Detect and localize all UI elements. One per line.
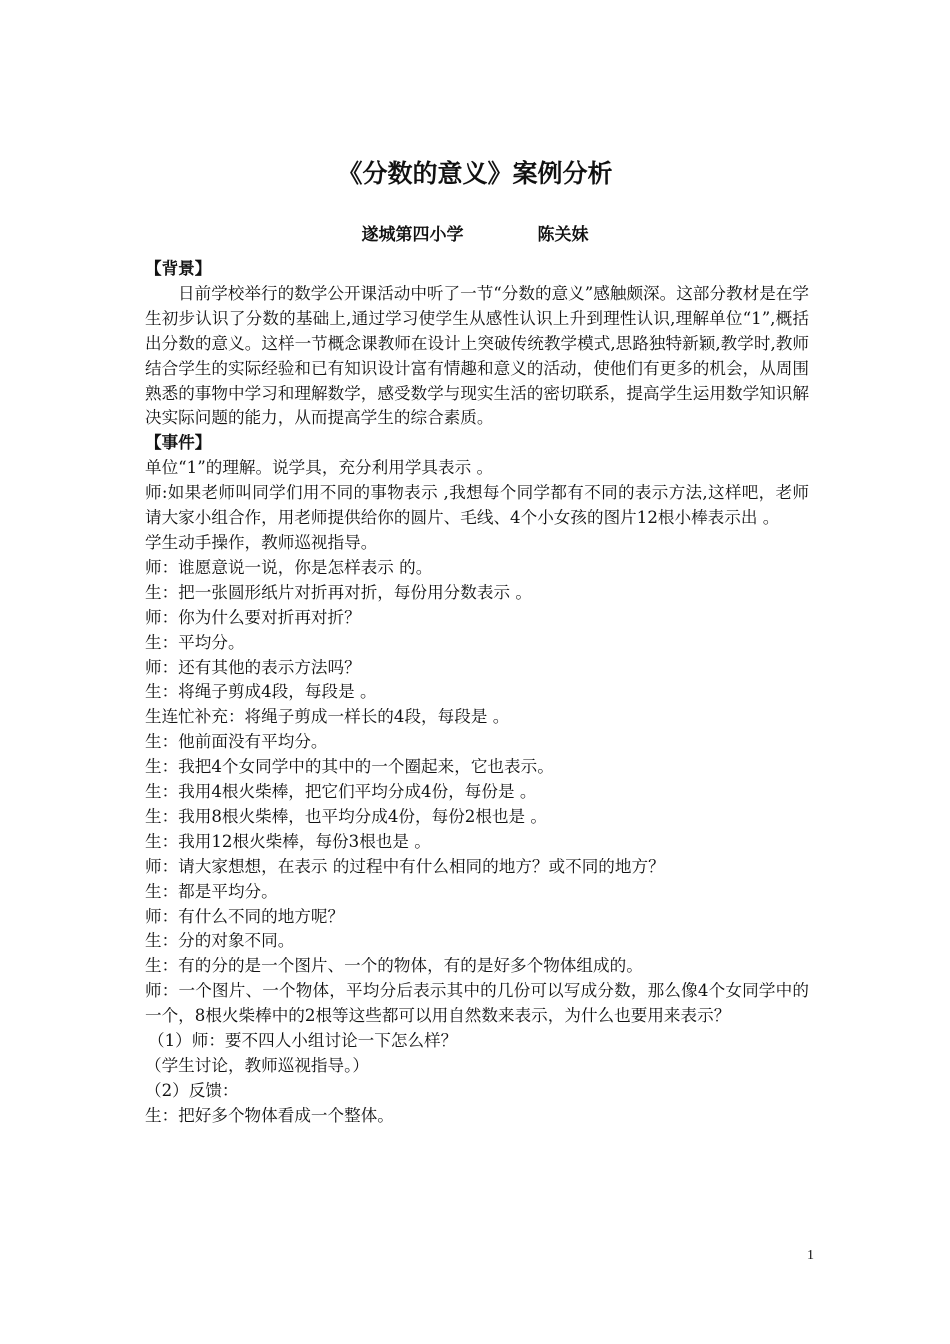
text-line: （2）反馈： — [145, 1080, 239, 1100]
text-line: 生：有的分的是一个图片、一个的物体，有的是好多个物体组成的。 — [145, 956, 643, 976]
text-line: 生：把一张圆形纸片对折再对折，每份用分数表示 。 — [145, 582, 532, 602]
text-line: 师:如果老师叫同学们用不同的事物表示 ,我想每个同学都有不同的表示方法,这样吧，老师请大家小组合作，用老师提供给你的圆片、毛线、4个小女孩的图片12根小棒表示出 。 — [145, 483, 809, 528]
text-line: 生连忙补充：将绳子剪成一样长的4段，每段是 。 — [145, 707, 510, 727]
document-body — [145, 257, 809, 1129]
byline — [0, 222, 950, 248]
text-line: 生：我用4根火柴棒，把它们平均分成4份，每份是 。 — [145, 782, 537, 802]
text-line: （1）师：要不四人小组讨论一下怎么样？ — [148, 1031, 458, 1051]
text-line: 生：分的对象不同。 — [145, 931, 295, 951]
text-line: 师：谁愿意说一说，你是怎样表示 的。 — [145, 557, 433, 577]
text-line: 单位“1”的理解。说学具，充分利用学具表示 。 — [145, 458, 494, 478]
author-name: 陈关妹 — [537, 225, 589, 245]
text-line: 生：将绳子剪成4段，每段是 。 — [145, 682, 377, 702]
author-school: 遂城第四小学 — [361, 225, 464, 245]
page-number: 1 — [807, 1248, 814, 1263]
text-line: 生：我用8根火柴棒，也平均分成4份，每份2根也是 。 — [145, 806, 548, 826]
text-line: 生：都是平均分。 — [145, 881, 278, 901]
text-line: 师：一个图片、一个物体，平均分后表示其中的几份可以写成分数，那么像4个女同学中的一个，8根火柴棒中的2根等这些都可以用自然数来表示，为什么也要用来表示？ — [145, 981, 809, 1026]
text-line: 学生动手操作，教师巡视指导。 — [145, 532, 378, 552]
text-line: 生：把好多个物体看成一个整体。 — [145, 1105, 394, 1125]
section-heading-background: 【背景】 — [145, 259, 212, 278]
page-title: 《分数的意义》案例分析 — [337, 159, 613, 188]
background-paragraph: 日前学校举行的数学公开课活动中听了一节“分数的意义”感触颇深。这部分教材是在学生初步认识了分数的基础上,通过学习使学生从感性认识上升到理性认识,理解单位“1”,概括出分数的意义。这样一节概念课教师在设计上突破传统教学模式,思路独特新颖,教学时,教师结合学生的实际经验和已有知识设计富有情趣和意义的活动，使他们有更多的机会，从周围熟悉的事物中学习和理解数学，感受数学与现实生活的密切联系，提高学生运用数学知识解决实际问题的能力，从而提高学生的综合素质。 — [145, 283, 809, 428]
text-line: 生：他前面没有平均分。 — [145, 732, 328, 752]
text-line: 生：平均分。 — [145, 632, 245, 652]
text-line: （学生讨论，教师巡视指导。） — [145, 1056, 370, 1075]
text-line: 师：还有其他的表示方法吗？ — [145, 657, 361, 677]
text-line: 师：有什么不同的地方呢？ — [145, 906, 345, 926]
text-line: 生：我用12根火柴棒，每份3根也是 。 — [145, 831, 431, 851]
section-heading-event: 【事件】 — [145, 433, 212, 453]
text-line: 师：你为什么要对折再对折？ — [145, 607, 361, 627]
text-line: 生：我把4个女同学中的其中的一个圈起来，它也表示。 — [145, 757, 554, 777]
text-line: 师：请大家想想，在表示 的过程中有什么相同的地方？或不同的地方？ — [145, 856, 665, 876]
